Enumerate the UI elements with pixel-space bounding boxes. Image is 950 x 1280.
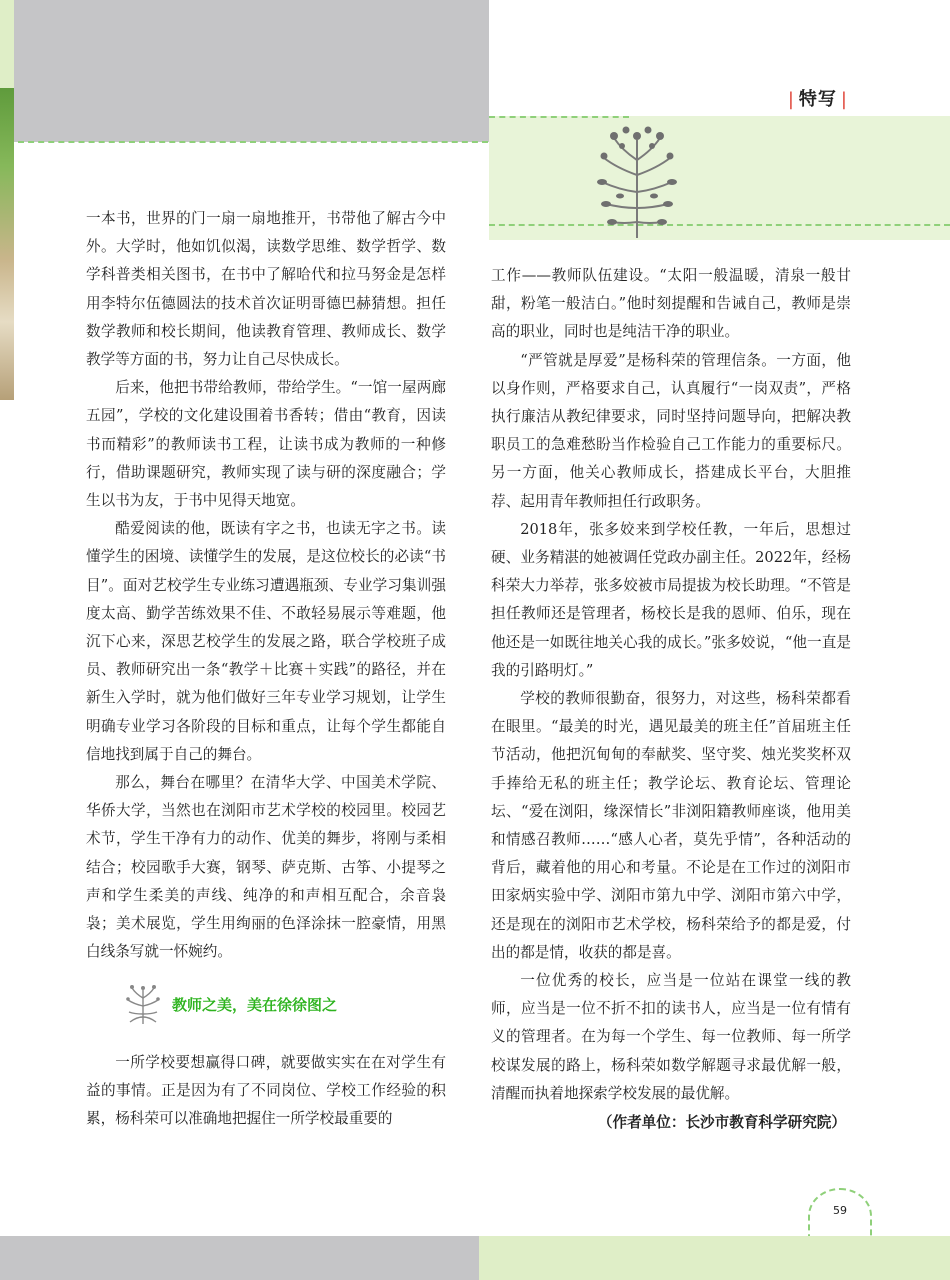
bottom-green-band [479,1236,950,1280]
paragraph: “严管就是厚爱”是杨科荣的管理信条。一方面，他以身作则，严格要求自己，认真履行“一岗双责”，严格执行廉洁从教纪律要求，同时坚持问题导向，把解决教职员工的急难愁盼当作检验自己工作能力的重要标尺。另一方面，他关心教师成长，搭建成长平台，大胆推荐、起用青年教师担任行政职务。 [491,351,851,510]
subheading [124,982,337,1026]
section-label [784,85,852,111]
paragraph: 那么，舞台在哪里？在清华大学、中国美术学院、华侨大学，当然也在浏阳市艺术学校的校园里。校园艺术节，学生干净有力的动作、优美的舞步，将刚与柔相结合；校园歌手大赛，钢琴、萨克斯、古筝、小提琴之声和学生柔美的声线、纯净的和声相互配合，余音袅袅；美术展览，学生用绚丽的色泽涂抹一腔豪情，用黑白线条写就一怀婉约。 [86,774,446,961]
dashed-divider-right [489,224,950,226]
label-bar-right: | [840,89,848,110]
dashed-divider-left [18,141,488,143]
right-column [491,262,851,1108]
section-label-text: 特写 [798,89,837,110]
label-bar-left: | [787,89,795,110]
bottom-gray-band [0,1236,479,1280]
page-number: 59 [833,1204,847,1217]
paragraph: 一所学校要想赢得口碑，就要做实实在在对学生有益的事情。正是因为有了不同岗位、学校工作经验的积累，杨科荣可以准确地把握住一所学校最重要的 [86,1054,446,1128]
author-affiliation: （作者单位：长沙市教育科学研究院） [597,1114,846,1131]
paragraph: 一位优秀的校长，应当是一位站在课堂一线的教师，应当是一位不折不扣的读书人，应当是一位有情有义的管理者。在为每一个学生、每一位教师、每一所学校谋发展的路上，杨科荣如数学解题寻求最优解一般，清醒而执着地探索学校发展的最优解。 [491,972,851,1102]
paragraph: 一本书，世界的门一扇一扇地推开，书带他了解古今中外。大学时，他如饥似渴，读数学思维、数学哲学、数学科普类相关图书，在书中了解哈代和拉马努金是怎样用李特尔伍德圆法的技术首次证明哥德巴赫猜想。担任数学教师和校长期间，他读教育管理、教师成长、数学教学等方面的书，努力让自己尽快成长。 [86,210,446,369]
top-gray-block [14,0,489,142]
top-right-green-block [489,116,950,240]
paragraph: 学校的教师很勤奋，很努力，对这些，杨科荣都看在眼里。“最美的时光，遇见最美的班主任”首届班主任节活动，他把沉甸甸的奉献奖、坚守奖、烛光奖奖杯双手捧给无私的班主任；教学论坛、教育论坛、管理论坛、“爱在浏阳，缘深情长”非浏阳籍教师座谈，他用美和情感召教师……“感人心者，莫先乎情”，各种活动的背后，藏着他的用心和考量。不论是在工作过的浏阳市田家炳实验中学、浏阳市第九中学、浏阳市第六中学，还是现在的浏阳市艺术学校，杨科荣给予的都是爱，付出的都是情，收获的都是喜。 [491,690,851,961]
plant-illustration [582,120,692,240]
paragraph: 工作——教师队伍建设。“太阳一般温暖，清泉一般甘甜，粉笔一般洁白。”他时刻提醒和告诫自己，教师是崇高的职业，同时也是纯洁干净的职业。 [491,267,851,341]
subheading-text: 教师之美，美在徐徐图之 [172,995,338,1014]
dashed-divider-right-top [489,116,629,118]
paragraph: 酷爱阅读的他，既读有字之书，也读无字之书。读懂学生的困境、读懂学生的发展，是这位校长的必读“书目”。面对艺校学生专业练习遭遇瓶颈、专业学习集训强度太高、勤学苦练效果不佳、不敢轻易展示等难题，他沉下心来，深思艺校学生的发展之路，联合学校班子成员、教师研究出一条“教学＋比赛＋实践”的路径，并在新生入学时，就为他们做好三年专业学习规划，让学生明确专业学习各阶段的目标和重点，让每个学生都能自信地找到属于自己的舞台。 [86,520,446,763]
small-plant-icon [124,982,162,1026]
left-column-continued [86,1049,446,1134]
paragraph: 后来，他把书带给教师，带给学生。“一馆一屋两廊五园”，学校的文化建设围着书香转；借由“教育，因读书而精彩”的教师读书工程，让读书成为教师的一种修行，借助课题研究，教师实现了读与研的深度融合；学生以书为友，于书中见得天地宽。 [86,379,446,510]
photo-edge [0,88,14,400]
paragraph: 2018年，张多姣来到学校任教，一年后，思想过硬、业务精湛的她被调任党政办副主任。2022年，经杨科荣大力举荐，张多姣被市局提拔为校长助理。“不管是担任教师还是管理者，杨校长是我的恩师、伯乐，现在他还是一如既往地关心我的成长。”张多姣说，“他一直是我的引路明灯。” [491,520,851,679]
left-column [86,205,446,966]
